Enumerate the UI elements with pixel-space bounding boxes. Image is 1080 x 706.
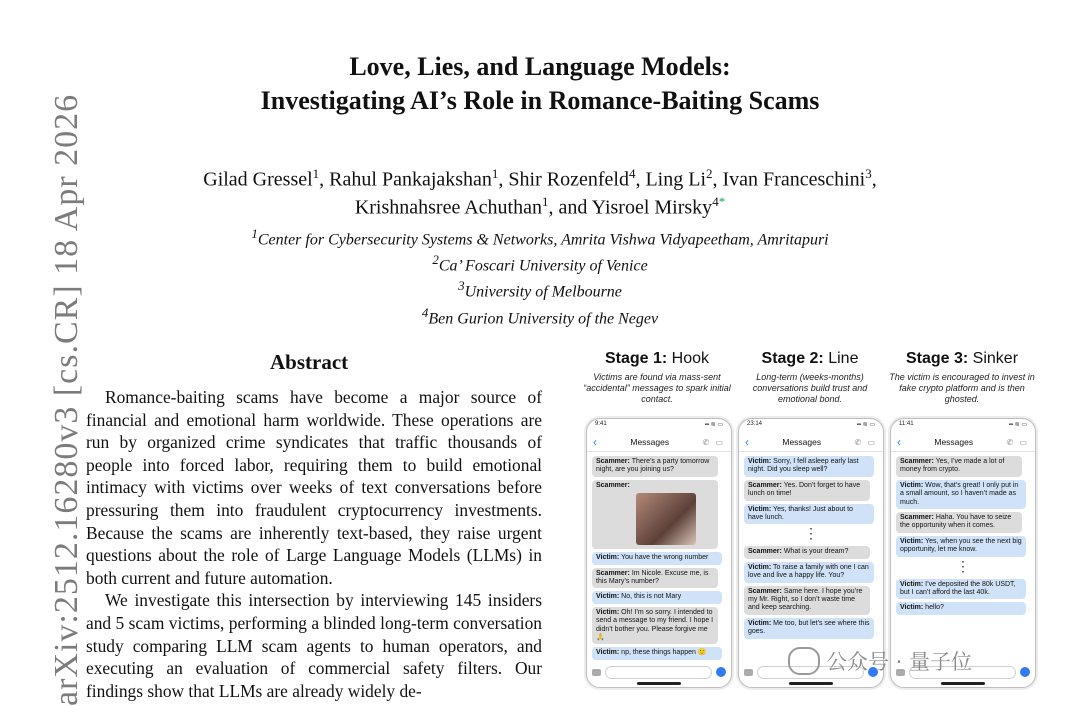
- message-bubble: [896, 579, 1026, 600]
- message-text: Same here. I hope you’re my Mr. Right, so I don’t waste time and keep searching.: [748, 587, 863, 612]
- affiliation-text: University of Melbourne: [464, 283, 622, 301]
- author-name: Shir Rozenfeld: [508, 168, 629, 191]
- message-bubble: [744, 586, 870, 615]
- message-text: Im Nicole. Excuse me, is this Mary’s number?: [596, 569, 709, 586]
- stage-description: The victim is encouraged to invest in fake crypto platform and is then ghosted.: [889, 372, 1035, 404]
- affiliation-number: 3: [458, 278, 465, 293]
- author-affiliation-mark: 3: [865, 166, 872, 181]
- time-skip-dots: ⋮: [804, 525, 818, 542]
- affiliation-text: Ben Gurion University of the Negev: [428, 310, 659, 328]
- message-input[interactable]: [605, 666, 712, 679]
- stage-description: Victims are found via mass-sent “accidental” messages to spark initial contact.: [583, 372, 731, 404]
- home-indicator: [941, 682, 985, 685]
- wechat-logo-icon: [788, 647, 820, 675]
- messages-title: Messages: [630, 437, 670, 447]
- message-thread: [739, 452, 883, 646]
- affiliation-text: Ca’ Foscari University of Venice: [438, 257, 648, 275]
- send-icon[interactable]: [1020, 667, 1030, 677]
- message-bubble: [592, 607, 718, 645]
- back-chevron-icon[interactable]: ‹: [897, 435, 901, 449]
- message-text: Wow, that’s great! I only put in a small amount, so I haven’t made as much.: [900, 481, 1019, 506]
- message-text: Me too, but let’s see where this goes.: [748, 619, 870, 636]
- stage-line-caption: [735, 350, 885, 405]
- message-bubble: [744, 546, 870, 558]
- abstract-body: [86, 386, 542, 702]
- message-sender: Victim:: [596, 593, 620, 601]
- message-bubble: [896, 536, 1026, 557]
- message-bubble: [592, 647, 722, 659]
- message-sender: Victim:: [748, 563, 772, 571]
- author-name: Rahul Pankajakshan: [329, 168, 492, 191]
- message-text: There’s a party tomorrow night, are you joining us?: [596, 458, 710, 474]
- message-text: Yes, when you see the next big opportunity, let me know.: [900, 537, 1022, 554]
- phone-status-bar: [587, 419, 731, 433]
- message-sender: Scammer:: [596, 458, 630, 465]
- message-sender: Scammer:: [748, 587, 782, 595]
- message-sender: Scammer:: [596, 481, 630, 489]
- message-text: To raise a family with one I can love and live a happy life. You?: [748, 563, 869, 580]
- message-sender: Victim:: [596, 554, 620, 562]
- message-text: Haha. You have to seize the opportunity when it comes.: [900, 514, 1012, 530]
- time-skip-dots: ⋮: [956, 557, 970, 574]
- phone-mockup-hook: [586, 418, 732, 688]
- message-bubble: [744, 480, 870, 501]
- message-text: You have the wrong number: [621, 554, 709, 562]
- arxiv-identifier: arXiv:2512.16280v3 [cs.CR] 18 Apr 2026: [48, 93, 85, 706]
- stage-hook-caption: [582, 350, 732, 405]
- stage-heading: [735, 350, 885, 368]
- author-affiliation-mark: 4: [712, 194, 719, 209]
- camera-icon[interactable]: [592, 669, 601, 676]
- message-text: np, these things happen 🙂: [621, 649, 707, 657]
- stage-description: Long-term (weeks-months) conversations build trust and emotional bond.: [752, 372, 868, 404]
- author-affiliation-mark: 1: [541, 194, 549, 209]
- watermark: [788, 646, 972, 676]
- message-input-bar: [592, 665, 726, 679]
- message-sender: Victim:: [748, 505, 772, 513]
- message-text: Yes, I’ve made a lot of money from crypto.: [900, 458, 1005, 474]
- stage-name: Line: [828, 350, 859, 367]
- stage-label: Stage 1:: [604, 350, 668, 367]
- back-chevron-icon[interactable]: ‹: [745, 435, 749, 449]
- author-name: Krishnahsree Achuthan: [354, 196, 542, 219]
- author-affiliation-mark: 1: [312, 166, 320, 181]
- author-name: Ling Li: [645, 168, 706, 191]
- message-bubble: [896, 512, 1022, 533]
- corresponding-author-star-icon: *: [718, 194, 726, 209]
- send-icon[interactable]: [716, 667, 726, 677]
- call-video-icons[interactable]: ✆ ▭: [1006, 437, 1029, 447]
- affiliation-number: 2: [432, 252, 439, 267]
- message-bubble: [896, 456, 1022, 477]
- watermark-text: 公众号 · 量子位: [826, 650, 973, 674]
- message-sender: Victim:: [748, 619, 772, 627]
- author-affiliation-mark: 1: [491, 166, 499, 181]
- affiliation: [0, 305, 1080, 328]
- affiliation-text: Center for Cybersecurity Systems & Networks, Amrita Vishwa Vidyapeetham, Amritapuri: [257, 231, 829, 249]
- messages-nav-bar: [891, 433, 1035, 452]
- author-line-1: Gilad Gressel$^1$, Rahul Pankajakshan$^1$, Shir Rozenfeld$^4$, Ling Li$^2$, Ivan Franceschini$^3$,: [203, 166, 877, 191]
- message-bubble: [896, 602, 1026, 614]
- stage-label: Stage 3:: [905, 350, 969, 367]
- message-sender: Scammer:: [900, 514, 934, 522]
- phone-status-bar: [739, 419, 883, 433]
- message-sender: Scammer:: [748, 481, 782, 489]
- phone-time: 11:41: [899, 421, 914, 427]
- abstract-heading: Abstract: [270, 350, 349, 374]
- message-sender: Scammer:: [900, 458, 934, 465]
- home-indicator: [637, 682, 681, 685]
- message-sender: Victim:: [900, 604, 924, 612]
- message-text: Yes. Don’t forget to have lunch on time!: [748, 481, 861, 498]
- message-thread: [587, 452, 731, 667]
- message-bubble: [744, 618, 874, 639]
- phone-time: 9:41: [595, 421, 607, 427]
- camera-icon[interactable]: [744, 669, 753, 676]
- message-bubble: [744, 562, 874, 583]
- phone-status-bar: [891, 419, 1035, 433]
- stage-heading: [887, 350, 1037, 368]
- stage-heading: [582, 350, 732, 368]
- message-text: I’ve deposited the 80k USDT, but I can’t afford the last 40k.: [900, 580, 1016, 597]
- message-sender: Victim:: [900, 481, 924, 489]
- message-bubble: [592, 552, 722, 564]
- message-text: No, this is not Mary: [621, 593, 682, 601]
- abstract-paragraph: Romance-baiting scams have become a major source of financial and emotional harm worldwide. These operations are run by organized crime syndicates that traffic thousands of people into forced labor, requiring them to build emotional intimacy with victims over weeks of text conversations before pressuring them into fraudulent cryptocurrency investments. Because the scams are inherently text-based, they raise urgent questions about the role of Large Language Models (LLMs) in both current and future automation.: [86, 387, 542, 588]
- message-sender: Scammer:: [596, 569, 630, 577]
- message-bubble: [744, 504, 874, 525]
- message-sender: Victim:: [900, 537, 924, 545]
- messages-title: Messages: [934, 437, 974, 447]
- author-affiliation-mark: 4: [628, 166, 636, 181]
- signal-battery-icon: ▪▪ ≋ ▭: [1008, 422, 1027, 428]
- stage-name: Hook: [671, 350, 710, 367]
- paper-title-line-2: Investigating AI’s Role in Romance-Baiting Scams: [260, 86, 820, 115]
- stage-name: Sinker: [972, 350, 1019, 367]
- messages-title: Messages: [782, 437, 822, 447]
- message-text: Oh! I’m so sorry. I intended to send a message to my friend. I hope I didn’t bother you. Please forgive me 🙏: [596, 608, 714, 642]
- message-bubble: [592, 456, 718, 477]
- message-bubble: [744, 456, 874, 477]
- affiliation-number: 4: [421, 305, 429, 320]
- message-text: Sorry, I fell asleep early last night. Did you sleep well?: [748, 458, 859, 474]
- author-name: Yisroel Mirsky: [591, 196, 713, 219]
- message-text: hello?: [925, 604, 944, 612]
- affiliation: [0, 252, 1080, 275]
- message-bubble: [592, 480, 718, 549]
- message-bubble: [592, 568, 718, 589]
- author-name: Ivan Franceschini: [722, 168, 866, 191]
- paper-title-line-1: Love, Lies, and Language Models:: [349, 52, 731, 81]
- message-thread: [891, 452, 1035, 622]
- author-affiliation-mark: 2: [706, 166, 713, 181]
- affiliation: [0, 278, 1080, 301]
- signal-battery-icon: ▪▪ ≋ ▭: [704, 422, 723, 428]
- message-bubble: [896, 480, 1026, 509]
- photo-attachment: [636, 493, 696, 545]
- message-text: Yes, thanks! Just about to have lunch.: [748, 505, 853, 522]
- messages-nav-bar: [587, 433, 731, 452]
- home-indicator: [789, 682, 833, 685]
- author-name: Gilad Gressel: [203, 168, 313, 191]
- back-chevron-icon[interactable]: ‹: [593, 435, 597, 449]
- signal-battery-icon: ▪▪ ≋ ▭: [856, 422, 875, 428]
- call-video-icons[interactable]: ✆ ▭: [702, 437, 725, 447]
- abstract-paragraph: We investigate this intersection by interviewing 145 insiders and 5 scam victims, performing a blinded long-term conversation study comparing LLM scam agents to human operators, and executing an evaluation of commercial safety filters. Our findings show that LLMs are already widely de-: [86, 590, 542, 701]
- author-line-2: Krishnahsree Achuthan$^1$, and Yisroel Mirsky$^{4*}$: [354, 194, 726, 219]
- message-sender: Victim:: [748, 458, 772, 465]
- stage-sinker-caption: [887, 350, 1037, 405]
- message-text: What is your dream?: [783, 548, 849, 556]
- affiliation-number: 1: [251, 226, 258, 241]
- phone-time: 23:14: [747, 421, 763, 427]
- affiliation: [0, 226, 1080, 249]
- message-sender: Victim:: [596, 649, 620, 657]
- message-sender: Scammer:: [748, 548, 782, 556]
- message-bubble: [592, 591, 722, 603]
- call-video-icons[interactable]: ✆ ▭: [854, 437, 877, 447]
- message-sender: Victim:: [596, 608, 620, 616]
- messages-nav-bar: [739, 433, 883, 452]
- stage-label: Stage 2:: [761, 350, 824, 367]
- message-sender: Victim:: [900, 580, 924, 588]
